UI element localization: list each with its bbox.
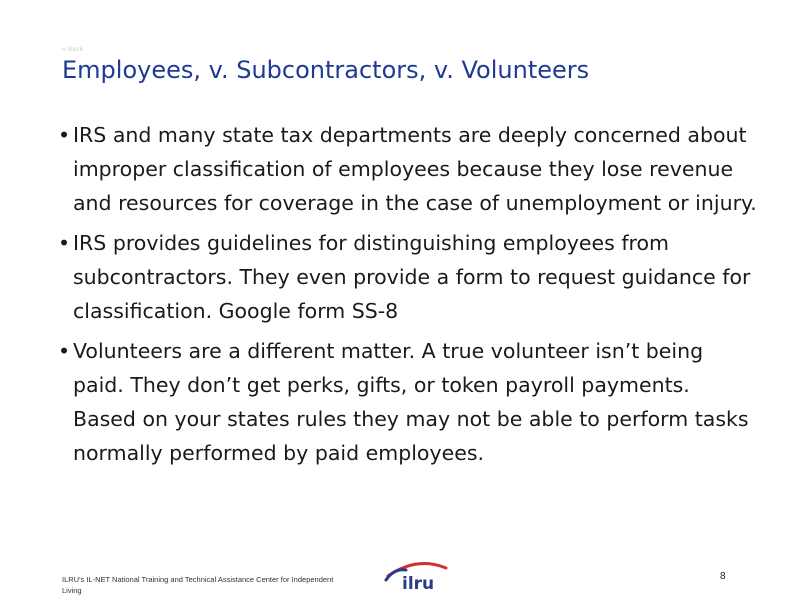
bullet-list [58, 118, 758, 476]
bullet-item [58, 118, 758, 220]
slide-kicker: « Back [62, 47, 84, 53]
ilru-logo [384, 556, 450, 592]
bullet-text: IRS and many state tax departments are deeply concerned about improper classification of employees because they lose revenue and resources for coverage in the case of unemployment or injury. [73, 123, 757, 215]
bullet-text: Volunteers are a different matter. A true volunteer isn’t being paid. They don’t get perks, gifts, or token payroll payments. Based on your states rules they may not be able to perform tasks normally performed by paid employees. [73, 339, 749, 465]
bullet-marker: • [58, 123, 71, 147]
page-number: 8 [720, 571, 726, 582]
bullet-marker: • [58, 339, 71, 363]
footer-org-text: ILRU's IL-NET National Training and Technical Assistance Center for Independent Living [62, 575, 334, 595]
bullet-marker: • [58, 231, 71, 255]
bullet-item [58, 226, 758, 328]
logo-wordmark: ilru [402, 574, 435, 592]
slide-title: Employees, v. Subcontractors, v. Volunteers [62, 56, 590, 84]
bullet-item [58, 334, 758, 470]
bullet-text: IRS provides guidelines for distinguishing employees from subcontractors. They even provide a form to request guidance for classification. Google form SS-8 [73, 231, 751, 323]
